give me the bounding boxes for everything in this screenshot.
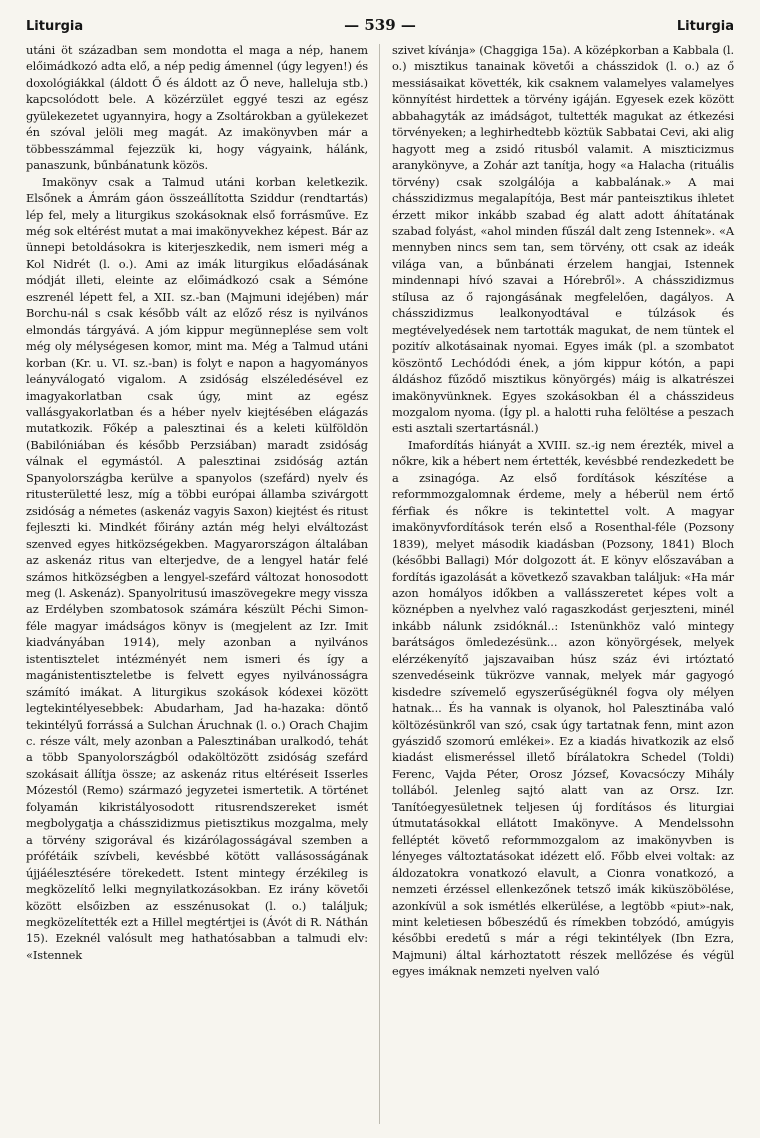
page-number: — 539 — bbox=[344, 16, 416, 34]
paragraph: szivet kívánja» (Chaggiga 15a). A középkorban a Kabbala (l. o.) misztikus tanainak követői a chásszidok (l. o.) az ő messiásaikat követték, kik csaknem valamelyes valamelyes könnyítést hirdettek a törvény igáján. Egyesek ezek között abbahagyták az imádságot, tultették magukat az étkezési törvényeken; a leghirhedtebb köztük Sabbatai Cevi, aki alig hagyott meg a zsidó ritusból valamit. A miszticizmus aranykönyve, a Zohár azt tanítja, hogy «a Halacha (rituális törvény) csak szolgálója a kabbalának.» A mai chásszidizmus megalapítója, Best már panteisztikus ihletet érzett mikor inkább szabad ég alatt adott áhítatának szabad folyást, «ahol minden fűszál dalt zeng Istennek». «A mennyben nincs sem tan, sem törvény, ott csak az ideák világa van, a bűnbánati érzelem hangjai, Istennek mindennapi hívó szavai a Hórebről». A chásszidizmus stílusa az ő rajongásának megfelelően, dagályos. A chásszidizmus lealkonyodtával e túlzások és megtévelyedések nem tartották magukat, de nem tüntek el pozitív alkotásainak nyomai. Egyes imák (pl. a szombatot köszöntő Lechódódi ének, a jóm kippur kótón, a papi áldáshoz fűződő misztikus könyörgés) máig is alkatrészei imakönyvünknek. Egyes szokásokban él a chásszideus mozgalom nyoma. (Így pl. a halotti ruha felöltése a peszach esti asztali szertartásnál.) bbox=[392, 43, 734, 436]
header-left-title: Liturgia bbox=[26, 19, 84, 34]
paragraph: Imakönyv csak a Talmud utáni korban keletkezik. Elsőnek a Ámrám gáon összeállította Sziddur (rendtartás) lép fel, mely a liturgikus szokásoknak első forrásműve. Ez még sok eltérést mutat a mai imakönyvekhez képest. Bár az ünnepi betoldásokra is kiterjeszkedik, nem ismeri még a Kol Nidrét (l. o.). Ami az imák liturgikus előadásának módját illeti, eleinte az előimádkozó csak a Sémóne eszrenél lépett fel, a XII. sz.-ban (Majmuni idejében) már Borchu-nál s csak később vált az előző rész is nyilvános elmondás tárgyává. A jóm kippur megünneplése sem volt még oly mélységesen komor, mint ma. Még a Talmud utáni korban (Kr. u. VI. sz.-ban) is folyt e napon a hagyományos leányválogató vigalom. A zsidóság elszéledésével ez imagyakorlatban csak úgy, mint az egész vallásgyakorlatban és a héber nyelv kiejtésében elágazás mutatkozik. Főkép a palesztinai és a keleti külföldön (Babilóniában és később Perzsiában) maradt zsidóság válnak el egymástól. A palesztinai zsidóság aztán Spanyolországba kerülve a spanyolos (szefárd) nyelv és ritusterületté lesz, míg a többi európai államba szivárgott zsidóság a németes (askenáz vagyis Saxon) kiejtést és ritust fejleszti ki. Mindkét főirány aztán még helyi elváltozást szenved egyes hitközségekben. Magyarországon általában az askenáz ritus van elterjedve, de a lengyel határ felé számos hitközségben a lengyel-szefárd változat honosodott meg (l. Askenáz). Spanyolritusú imaszövegekre megy vissza az Erdélyben szombatosok számára készült Péchi Simon-féle magyar imádságos könyv is (megjelent az Izr. Imit kiadványában 1914), mely azonban a nyilvános istentisztelet intézményét nem ismeri és így a magánistentiszteletbe is felvett egyes nyilvánosságra számító imákat. A liturgikus szokások kódexei között legtekintélyesebbek: Abudarham, Jad ha-hazaka: döntő tekintélyű forrássá a Sulchan Áruchnak (l. o.) Orach Chajim c. része vált, mely azonban a Palesztinában uralkodó, tehát a több Spanyolországból odaköltözött zsidóság szefárd szokásait állítja össze; az askenáz ritus eltéréseit Isserles Mózestól (Remo) származó jegyzetei ismertetik. A történet folyamán kikristályosodott ritusrendszereket ismét megbolygatja a chásszidizmus pietisztikus mozgalma, mely a törvény szigorával és kizárólagosságával szemben a prófétáik szívbeli, kevésbbé kötött vallásosságának újjáélesztésére törekedett. Istent mintegy érzékileg is megközelítő lelki megnyilatkozásokban. Ez irány követői között elsőizben az esszénusokat (l. o.) találjuk; megközelítették ezt a Hillel megtértjei is (Ávót di R. Náthán 15). Ezeknél valósult meg hathatósabban a talmudi elv: «Istennek bbox=[26, 174, 368, 962]
text-columns bbox=[26, 42, 734, 980]
paragraph: Imafordítás hiányát a XVIII. sz.-ig nem érezték, mivel a nőkre, kik a hébert nem értették, kevésbbé rendezkedett be a zsinagóga. Az első fordítások készítése a reformmozgalomnak érdeme, mely a héberül nem értő férfiak és nőkre is tekintettel volt. A magyar imakönyvfordítások terén első a Rosenthal-féle (Pozsony 1839), melyet második kiadásban (Pozsony, 1841) Bloch (későbbi Ballagi) Mór dolgozott át. E könyv előszavában a fordítás igazolását a következő szavakban találjuk: «Ha már azon homályos időkben a vallásszeretet képes volt a köznépben a nyelvhez való ragaszkodást gerjeszteni, minél inkább nálunk zsidóknál..: Istenünkhöz való mintegy barátságos ömledezésünk... azon könyörgések, melyek elérzékenyítő jajszavaiban húsz száz évi irtóztató szenvedéseink tükrözve vannak, melyek már gagyogó kisdedre szívemelő egyszerűségüknél fogva oly mélyen hatnak... És ha vannak is olyanok, hol Palesztinába való költözésünkről van szó, csak úgy tartatnak fenn, mint azon gyászidő szomorú emlékei». Ez a kiadás hivatkozik az első kiadást elismeréssel illető bírálatokra Schedel (Toldi) Ferenc, Vajda Péter, Orosz József, Kovacsóczy Mihály tollából. Jelenleg sajtó alatt van az Orsz. Izr. Tanítóegyesületnek teljesen új fordításos és liturgiai útmutatásokkal ellátott Imakönyve. A Mendelssohn felléptét követő reformmozgalom az imakönyvben is lényeges változtatásokat idézett elő. Főbb elvei voltak: az áldozatokra vonatkozó elavult, a Cionra vonatkozó, a nemzeti érzéssel ellenkezőnek tetsző imák kiküszöbölése, azonkívül a sok ismétlés elkerülése, a legtöbb «piut»-nak, mint keletiesen bőbeszédű és rímekben tobzódó, amúgyis későbbi eredetű s már a régi tekintélyek (Ibn Ezra, Majmuni) által kárhoztatott részek mellőzése és végül egyes imáknak nemzeti nyelven való bbox=[392, 437, 734, 979]
header-right-title: Liturgia bbox=[676, 19, 734, 34]
paragraph: utáni öt században sem mondotta el maga a nép, hanem előimádkozó adta elő, a nép pedig ámennel (úgy legyen!) és doxológiákkal (áldott Ő és áldott az Ő neve, halleluja stb.) kapcsolódott bele. A közérzület eggyé teszi az egész gyülekezetet ugyannyira, hogy a Zsoltárokban a gyülekezet én szóval jelöli meg magát. Az imakönyvben már a többesszámmal fejezzük ki, hogy vágyaink, hálánk, panaszunk, bűnbánatunk közös. bbox=[26, 43, 368, 173]
left-column bbox=[26, 42, 368, 980]
right-column bbox=[392, 42, 734, 980]
column-divider bbox=[379, 44, 380, 1124]
running-header bbox=[26, 16, 734, 38]
